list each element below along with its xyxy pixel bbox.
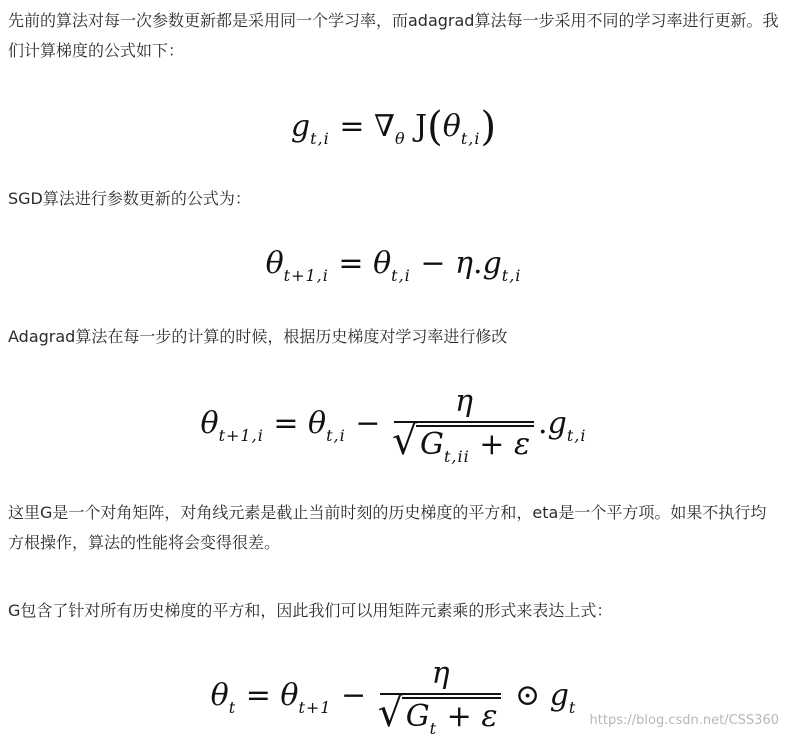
eta-symbol: η (431, 656, 450, 691)
gradient-formula (0, 104, 787, 150)
equals-sign: = (338, 246, 364, 281)
theta-symbol: θ (210, 678, 229, 713)
sub-t1-i: t+1,i (218, 426, 264, 445)
theta-symbol: θ (373, 246, 392, 281)
sub-t-i: t,i (310, 129, 330, 148)
radicand (402, 697, 502, 738)
theta-symbol: θ (308, 406, 327, 441)
j-symbol: J (415, 109, 428, 144)
nabla-symbol: ∇ (374, 109, 395, 144)
radical-sign: √ (377, 690, 404, 736)
sub-theta: θ (394, 129, 406, 148)
equals-sign: = (245, 678, 271, 713)
sub-t: t (568, 698, 577, 717)
fraction (377, 656, 502, 738)
watermark: https://blog.csdn.net/CSS360 (589, 713, 779, 728)
sub-t-i: t,i (391, 266, 411, 285)
radical-sign: √ (391, 418, 418, 464)
fraction-denominator (377, 690, 502, 738)
g-symbol: g (482, 246, 502, 281)
equals-sign: = (273, 406, 299, 441)
sub-t-i: t,i (501, 266, 522, 285)
elementwise-product-operator: ⊙ (515, 678, 541, 713)
intro-paragraph: 先前的算法对每一次参数更新都是采用同一个学习率，而adagrad算法每一步采用不同的学习率进行更新。我们计算梯度的公式如下： (8, 11, 779, 60)
left-paren: ( (427, 104, 443, 150)
g-symbol: g (290, 109, 311, 144)
minus-sign: − (420, 246, 446, 281)
g-symbol: g (547, 406, 567, 441)
dot-operator: . (538, 406, 548, 441)
plus-sign: + (446, 699, 472, 734)
sub-t-ii: t,ii (443, 447, 470, 466)
theta-symbol: θ (265, 246, 284, 281)
dot-operator: . (473, 246, 483, 281)
radicand (416, 425, 534, 466)
adagrad-formula (0, 384, 787, 466)
sub-t-i: t,i (326, 426, 346, 445)
plus-sign: + (479, 427, 505, 462)
g-symbol: g (549, 678, 569, 713)
g-matrix-paragraph: 这里G是一个对角矩阵，对角线元素是截止当前时刻的历史梯度的平方和，eta是一个平方项。如果不执行均方根操作，算法的性能将会变得很差。 (8, 503, 767, 552)
minus-sign: − (341, 678, 367, 713)
sub-t-i: t,i (460, 129, 481, 148)
sgd-paragraph: SGD算法进行参数更新的公式为： (8, 189, 251, 208)
square-root (391, 418, 534, 466)
sub-t-i: t,i (566, 426, 587, 445)
eta-symbol: η (455, 246, 474, 281)
theta-symbol: θ (200, 406, 219, 441)
eta-symbol: η (455, 384, 473, 419)
fraction (391, 384, 534, 466)
theta-symbol: θ (280, 678, 299, 713)
equals-sign: = (339, 109, 365, 144)
g-matrix-symbol: G (405, 699, 430, 734)
minus-sign: − (355, 406, 381, 441)
sub-t: t (429, 719, 438, 738)
fraction-denominator (391, 418, 534, 466)
theta-symbol: θ (442, 109, 461, 144)
epsilon-symbol: ε (513, 427, 531, 462)
right-paren: ) (480, 104, 497, 150)
vectorized-paragraph: G包含了针对所有历史梯度的平方和，因此我们可以用矩阵元素乘的形式来表达上式： (8, 601, 613, 620)
epsilon-symbol: ε (481, 699, 498, 734)
sub-t: t (228, 698, 237, 717)
g-matrix-symbol: G (419, 427, 444, 462)
adagrad-paragraph: Adagrad算法在每一步的计算的时候，根据历史梯度对学习率进行修改 (8, 327, 508, 346)
sub-t1-i: t+1,i (283, 266, 329, 285)
sub-t1: t+1 (298, 698, 332, 717)
square-root (377, 690, 502, 738)
sgd-formula (0, 246, 787, 285)
